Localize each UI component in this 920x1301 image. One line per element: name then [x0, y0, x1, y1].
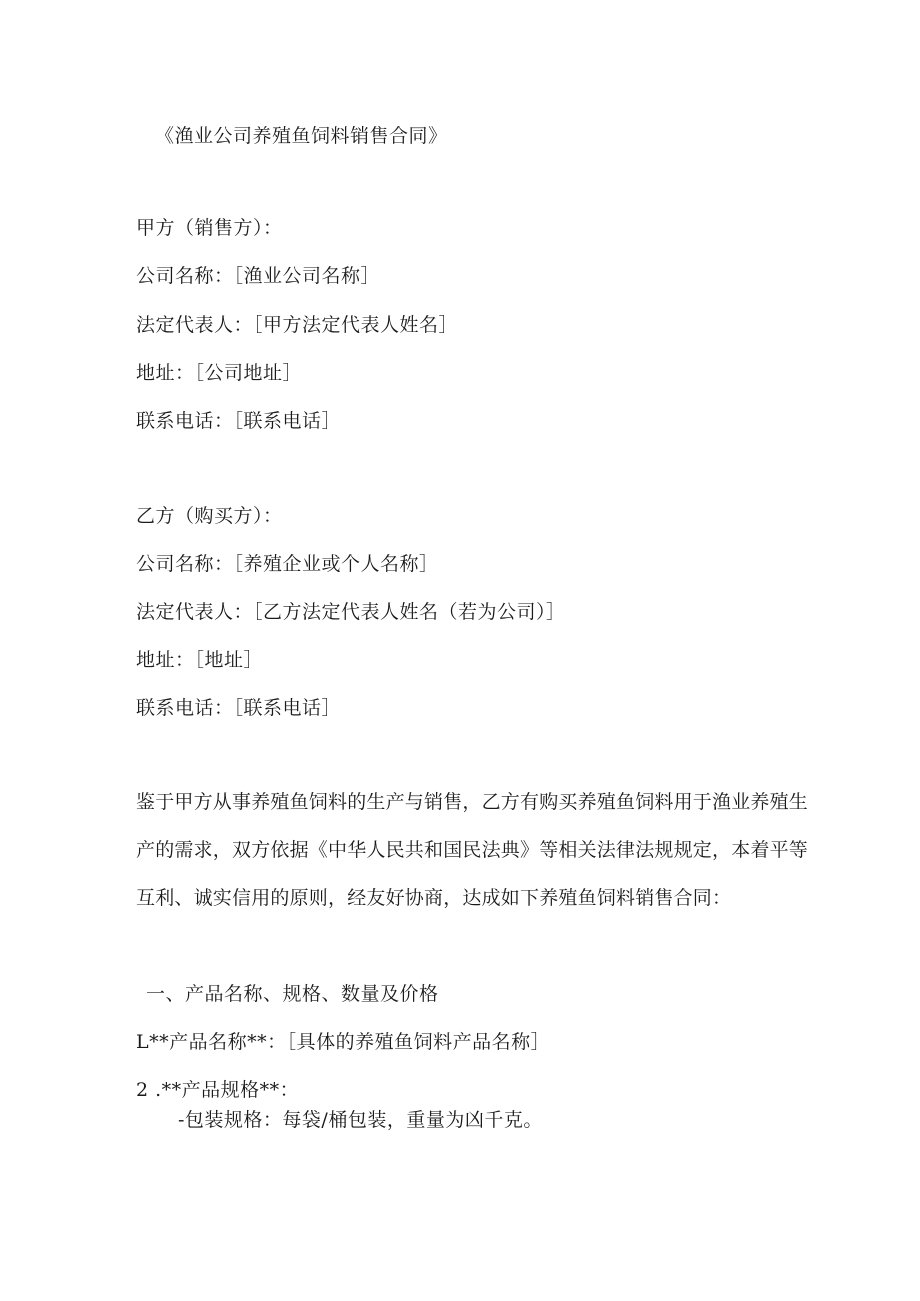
party-a-address: 地址：［公司地址］	[136, 362, 303, 384]
party-a-company: 公司名称：［渔业公司名称］	[136, 265, 381, 287]
party-b-phone: 联系电话：［联系电话］	[136, 697, 342, 719]
party-b-heading: 乙方（购买方）：	[136, 505, 283, 527]
section-1-item-2: 2 .**产品规格**：	[136, 1079, 300, 1101]
party-b-company: 公司名称：［养殖企业或个人名称］	[136, 553, 439, 575]
preamble-line-1: 鉴于甲方从事养殖鱼饲料的生产与销售，乙方有购买养殖鱼饲料用于渔业养殖生	[136, 791, 809, 813]
preamble-line-3: 互利、诚实信用的原则，经友好协商，达成如下养殖鱼饲料销售合同：	[136, 887, 732, 909]
section-1-heading: 一、产品名称、规格、数量及价格	[146, 983, 439, 1005]
section-1-item-2-sub: -包装规格：每袋/桶包装，重量为凶千克。	[178, 1109, 543, 1131]
party-a-representative: 法定代表人：［甲方法定代表人姓名］	[136, 314, 459, 336]
party-b-address: 地址：［地址］	[136, 649, 264, 671]
party-a-phone: 联系电话：［联系电话］	[136, 410, 342, 432]
party-b-representative: 法定代表人：［乙方法定代表人姓名（若为公司）］	[136, 601, 566, 623]
section-1-item-1: L**产品名称**：［具体的养殖鱼饲料产品名称］	[136, 1031, 551, 1053]
document-title: 《渔业公司养殖鱼饲料销售合同》	[155, 125, 448, 147]
party-a-heading: 甲方（销售方）：	[136, 217, 283, 239]
preamble-line-2: 产的需求，双方依据《中华人民共和国民法典》等相关法律法规规定，本着平等	[136, 839, 809, 861]
